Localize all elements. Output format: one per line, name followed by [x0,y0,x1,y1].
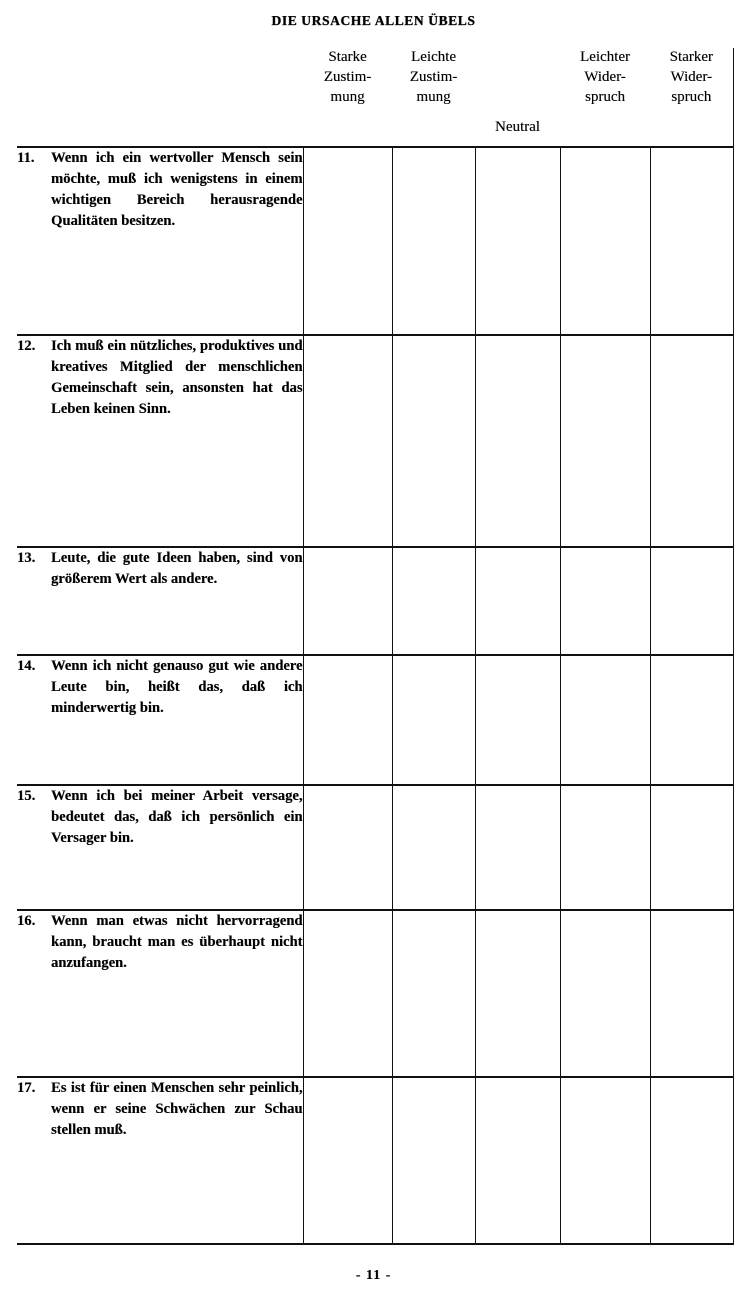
header-line-2: Zustim- [323,68,372,85]
answer-cell-leichter-widerspruch[interactable] [560,335,650,547]
column-header-leichter-widerspruch [560,48,650,147]
answer-cell-leichter-widerspruch[interactable] [560,910,650,1077]
statement-text: Leute, die gute Ideen haben, sind von größerem Wert als andere. [51,550,303,587]
statement-text: Es ist für einen Menschen sehr peinlich, wenn er seine Schwächen zur Schau stellen muß. [51,1080,303,1138]
answer-cell-starke-zustimmung[interactable] [303,910,392,1077]
header-line-3: mung [330,88,365,105]
header-line-1: Starke [328,49,367,65]
answer-cell-neutral[interactable] [475,335,560,547]
survey-table-head [17,48,733,147]
statement-cell [17,1077,303,1244]
statement-number: 14. [17,658,36,674]
answer-cell-neutral[interactable] [475,547,560,655]
answer-cell-starker-widerspruch[interactable] [650,1077,733,1244]
answer-cell-starker-widerspruch[interactable] [650,785,733,910]
statement-text: Wenn man etwas nicht hervorragend kann, braucht man es überhaupt nicht anzufangen. [51,913,303,971]
statement-number: 12. [17,338,36,354]
answer-cell-leichte-zustimmung[interactable] [392,147,475,335]
answer-cell-neutral[interactable] [475,147,560,335]
answer-cell-starke-zustimmung[interactable] [303,335,392,547]
table-row [17,335,733,547]
answer-cell-starke-zustimmung[interactable] [303,1077,392,1244]
column-header-starke-zustimmung [303,48,392,147]
header-line-3: spruch [585,88,625,105]
statement-cell [17,335,303,547]
header-line-1: Leichte [411,49,456,65]
table-row [17,910,733,1077]
table-row [17,547,733,655]
column-header-neutral [475,48,560,147]
page-number: - 11 - [355,1268,392,1283]
answer-cell-neutral[interactable] [475,785,560,910]
answer-cell-starke-zustimmung[interactable] [303,655,392,785]
statement-cell [17,655,303,785]
statement-cell [17,910,303,1077]
header-row [17,48,733,147]
answer-cell-neutral[interactable] [475,1077,560,1244]
table-row [17,147,733,335]
answer-cell-starker-widerspruch[interactable] [650,147,733,335]
statement-text: Wenn ich nicht genauso gut wie andere Leute bin, heißt das, daß ich minderwertig bin. [51,658,303,716]
statement-text: Wenn ich ein wertvoller Mensch sein möchte, muß ich wenigstens in einem wichtigen Bereich herausragende Qualitäten besitzen. [51,150,303,229]
answer-cell-leichte-zustimmung[interactable] [392,655,475,785]
statement-cell [17,547,303,655]
answer-cell-starker-widerspruch[interactable] [650,547,733,655]
header-line-3: spruch [671,88,712,105]
answer-cell-starker-widerspruch[interactable] [650,335,733,547]
column-header-leichte-zustimmung [392,48,475,147]
answer-cell-leichter-widerspruch[interactable] [560,547,650,655]
answer-cell-neutral[interactable] [475,655,560,785]
answer-cell-leichte-zustimmung[interactable] [392,335,475,547]
statement-number: 16. [17,913,36,929]
answer-cell-neutral[interactable] [475,910,560,1077]
statement-cell [17,147,303,335]
header-line-2: Zustim- [409,68,458,85]
answer-cell-leichter-widerspruch[interactable] [560,785,650,910]
table-row [17,1077,733,1244]
statement-text: Wenn ich bei meiner Arbeit versage, bedeutet das, daß ich persönlich ein Versager bin. [51,788,303,846]
answer-cell-starke-zustimmung[interactable] [303,547,392,655]
statement-number: 17. [17,1080,36,1096]
answer-cell-leichter-widerspruch[interactable] [560,147,650,335]
statement-number: 15. [17,788,36,804]
statement-cell [17,785,303,910]
survey-table [17,48,734,1245]
answer-cell-leichte-zustimmung[interactable] [392,1077,475,1244]
answer-cell-leichte-zustimmung[interactable] [392,547,475,655]
survey-table-body [17,147,733,1244]
statement-column-header [17,48,303,147]
answer-cell-leichte-zustimmung[interactable] [392,910,475,1077]
answer-cell-leichter-widerspruch[interactable] [560,655,650,785]
table-row [17,785,733,910]
column-header-starker-widerspruch [650,48,733,147]
answer-cell-leichter-widerspruch[interactable] [560,1077,650,1244]
answer-cell-starke-zustimmung[interactable] [303,147,392,335]
header-line-2: Wider- [670,68,713,85]
answer-cell-leichte-zustimmung[interactable] [392,785,475,910]
answer-cell-starke-zustimmung[interactable] [303,785,392,910]
header-line-1: Starker [669,49,713,65]
page-title: DIE URSACHE ALLEN ÜBELS [271,13,476,28]
header-line-2: Wider- [584,68,626,85]
answer-cell-starker-widerspruch[interactable] [650,655,733,785]
statement-number: 11. [17,150,35,166]
header-line-1: Leichter [580,49,630,65]
statement-number: 13. [17,550,36,566]
header-line-3: Neutral [495,119,540,136]
header-line-3: mung [416,88,451,105]
answer-cell-starker-widerspruch[interactable] [650,910,733,1077]
statement-text: Ich muß ein nützliches, produktives und kreatives Mitglied der menschlichen Gemeinschaft sein, ansonsten hat das Leben keinen Sinn. [51,338,303,417]
table-row [17,655,733,785]
